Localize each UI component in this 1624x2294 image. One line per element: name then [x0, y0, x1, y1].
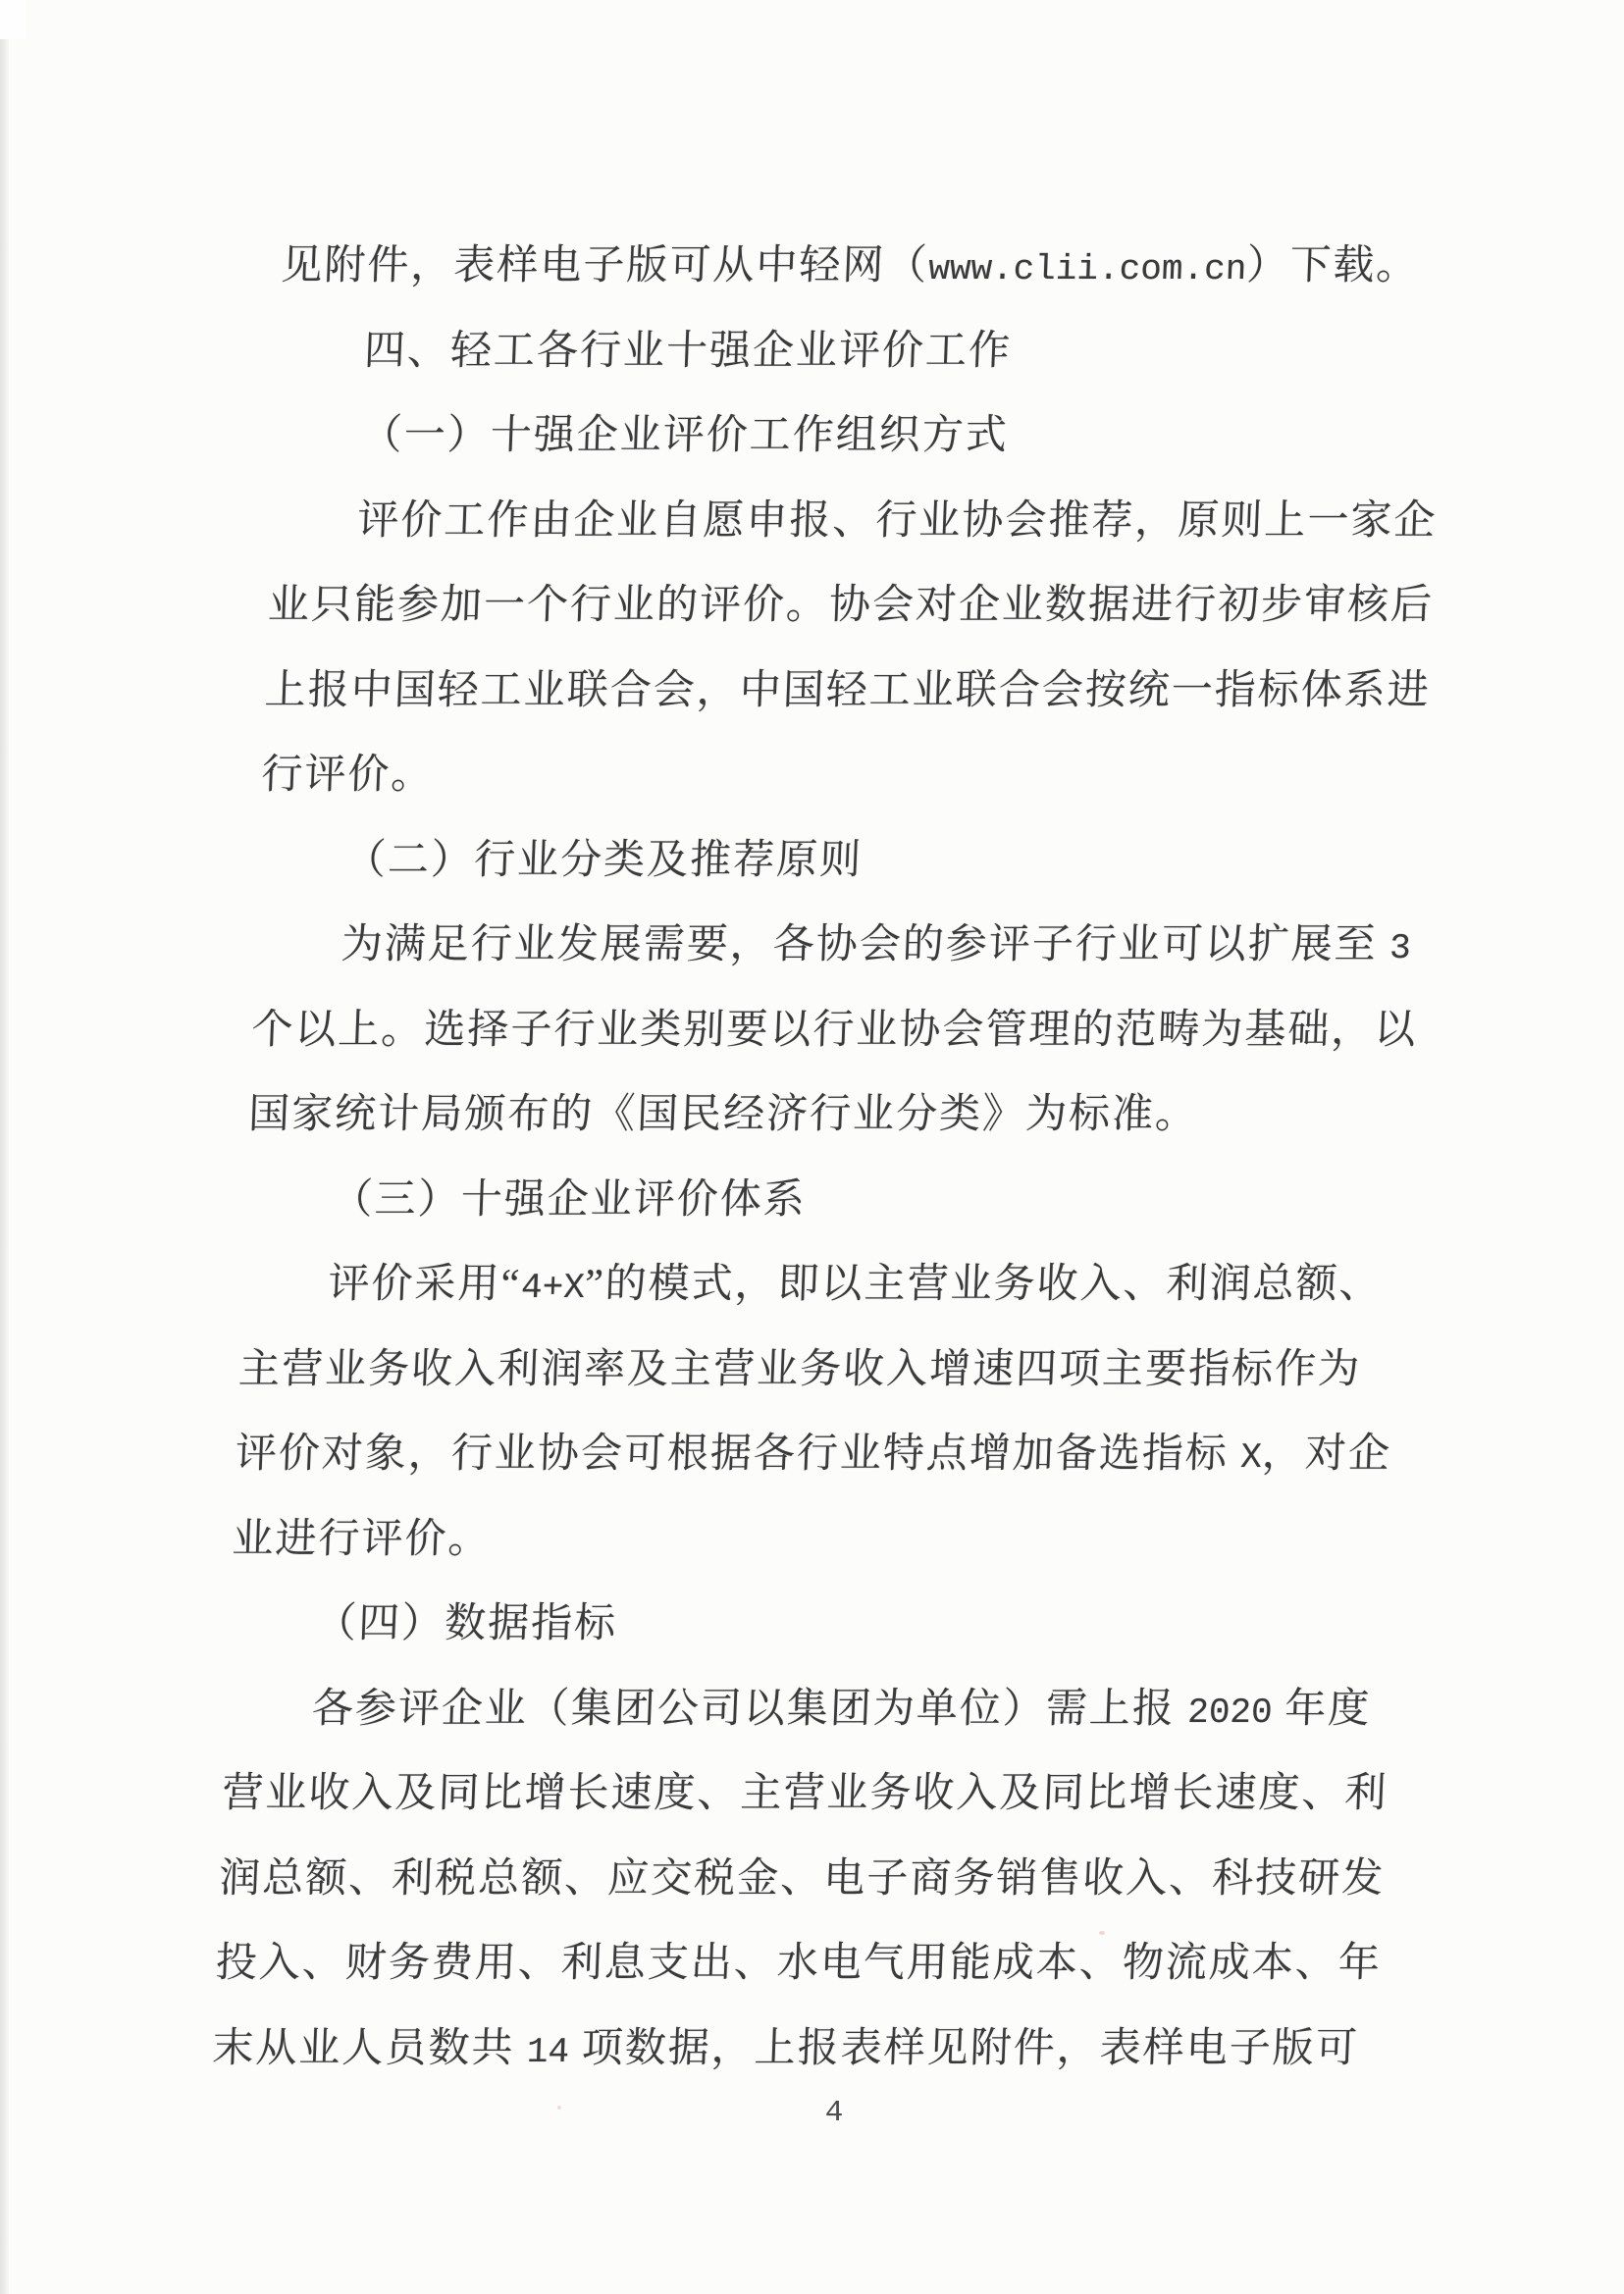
text-line: 润总额、利税总额、应交税金、电子商务销售收入、科技研发 — [218, 1855, 1387, 1902]
page-footer — [814, 2096, 854, 2130]
text-line: 各参评企业（集团公司以集团为单位）需上报 2020 年度 — [310, 1686, 1373, 1733]
latin-text: X — [1239, 1437, 1263, 1478]
text-line: 业进行评价。 — [231, 1516, 493, 1562]
text-line: （二）行业分类及推荐原则 — [343, 837, 864, 883]
page-number: 4 — [824, 2096, 844, 2130]
text-line: 上报中国轻工业联合会，中国轻工业联合会按统一指标体系进 — [263, 667, 1432, 713]
scan-speck — [557, 2106, 561, 2110]
text-line: 投入、财务费用、利息支出、水电气用能成本、物流成本、年 — [215, 1941, 1383, 1986]
text-line: 末从业人员数共 14 项数据，上报表样见附件，表样电子版可 — [211, 2025, 1360, 2072]
text-line: （四）数据指标 — [314, 1601, 619, 1646]
latin-text: 14 — [526, 2031, 570, 2072]
text-line: （一）十强企业评价工作组织方式 — [359, 413, 1010, 458]
text-line: 行评价。 — [260, 753, 436, 798]
text-line: 营业收入及同比增长速度、主营业务收入及同比增长速度、利 — [221, 1771, 1389, 1816]
document-body-text — [211, 224, 1460, 2091]
scanner-corner-artifact — [0, 0, 26, 39]
latin-text: www.clii.com.cn — [927, 249, 1248, 289]
text-line: 四、轻工各行业十强企业评价工作 — [363, 328, 1013, 374]
text-line: 评价采用“4+X”的模式，即以主营业务收入、利润总额、 — [327, 1262, 1384, 1308]
text-line: 国家统计局颁布的《国民经济行业分类》为标准。 — [247, 1092, 1200, 1137]
latin-text: 3 — [1388, 928, 1412, 968]
text-line: 个以上。选择子行业类别要以行业协会管理的范畴为基础，以 — [250, 1007, 1419, 1053]
latin-text: 2020 — [1186, 1692, 1274, 1733]
text-line: 评价工作由企业自愿申报、行业协会推荐，原则上一家企 — [356, 497, 1439, 544]
text-line: 业只能参加一个行业的评价。协会对企业数据进行初步审核后 — [267, 583, 1435, 628]
latin-text: 4+X — [520, 1268, 586, 1308]
text-line: 为满足行业发展需要，各协会的参评子行业可以扩展至 3 — [340, 922, 1412, 968]
text-line: 评价对象，行业协会可根据各行业特点增加备选指标 X，对企 — [234, 1432, 1392, 1478]
scanner-edge-artifact — [0, 0, 9, 2294]
text-line: 主营业务收入利润率及主营业务收入增速四项主要指标作为 — [237, 1346, 1363, 1392]
text-line: 见附件，表样电子版可从中轻网（www.clii.com.cn）下载。 — [280, 243, 1421, 289]
text-line: （三）十强企业评价体系 — [330, 1176, 808, 1223]
